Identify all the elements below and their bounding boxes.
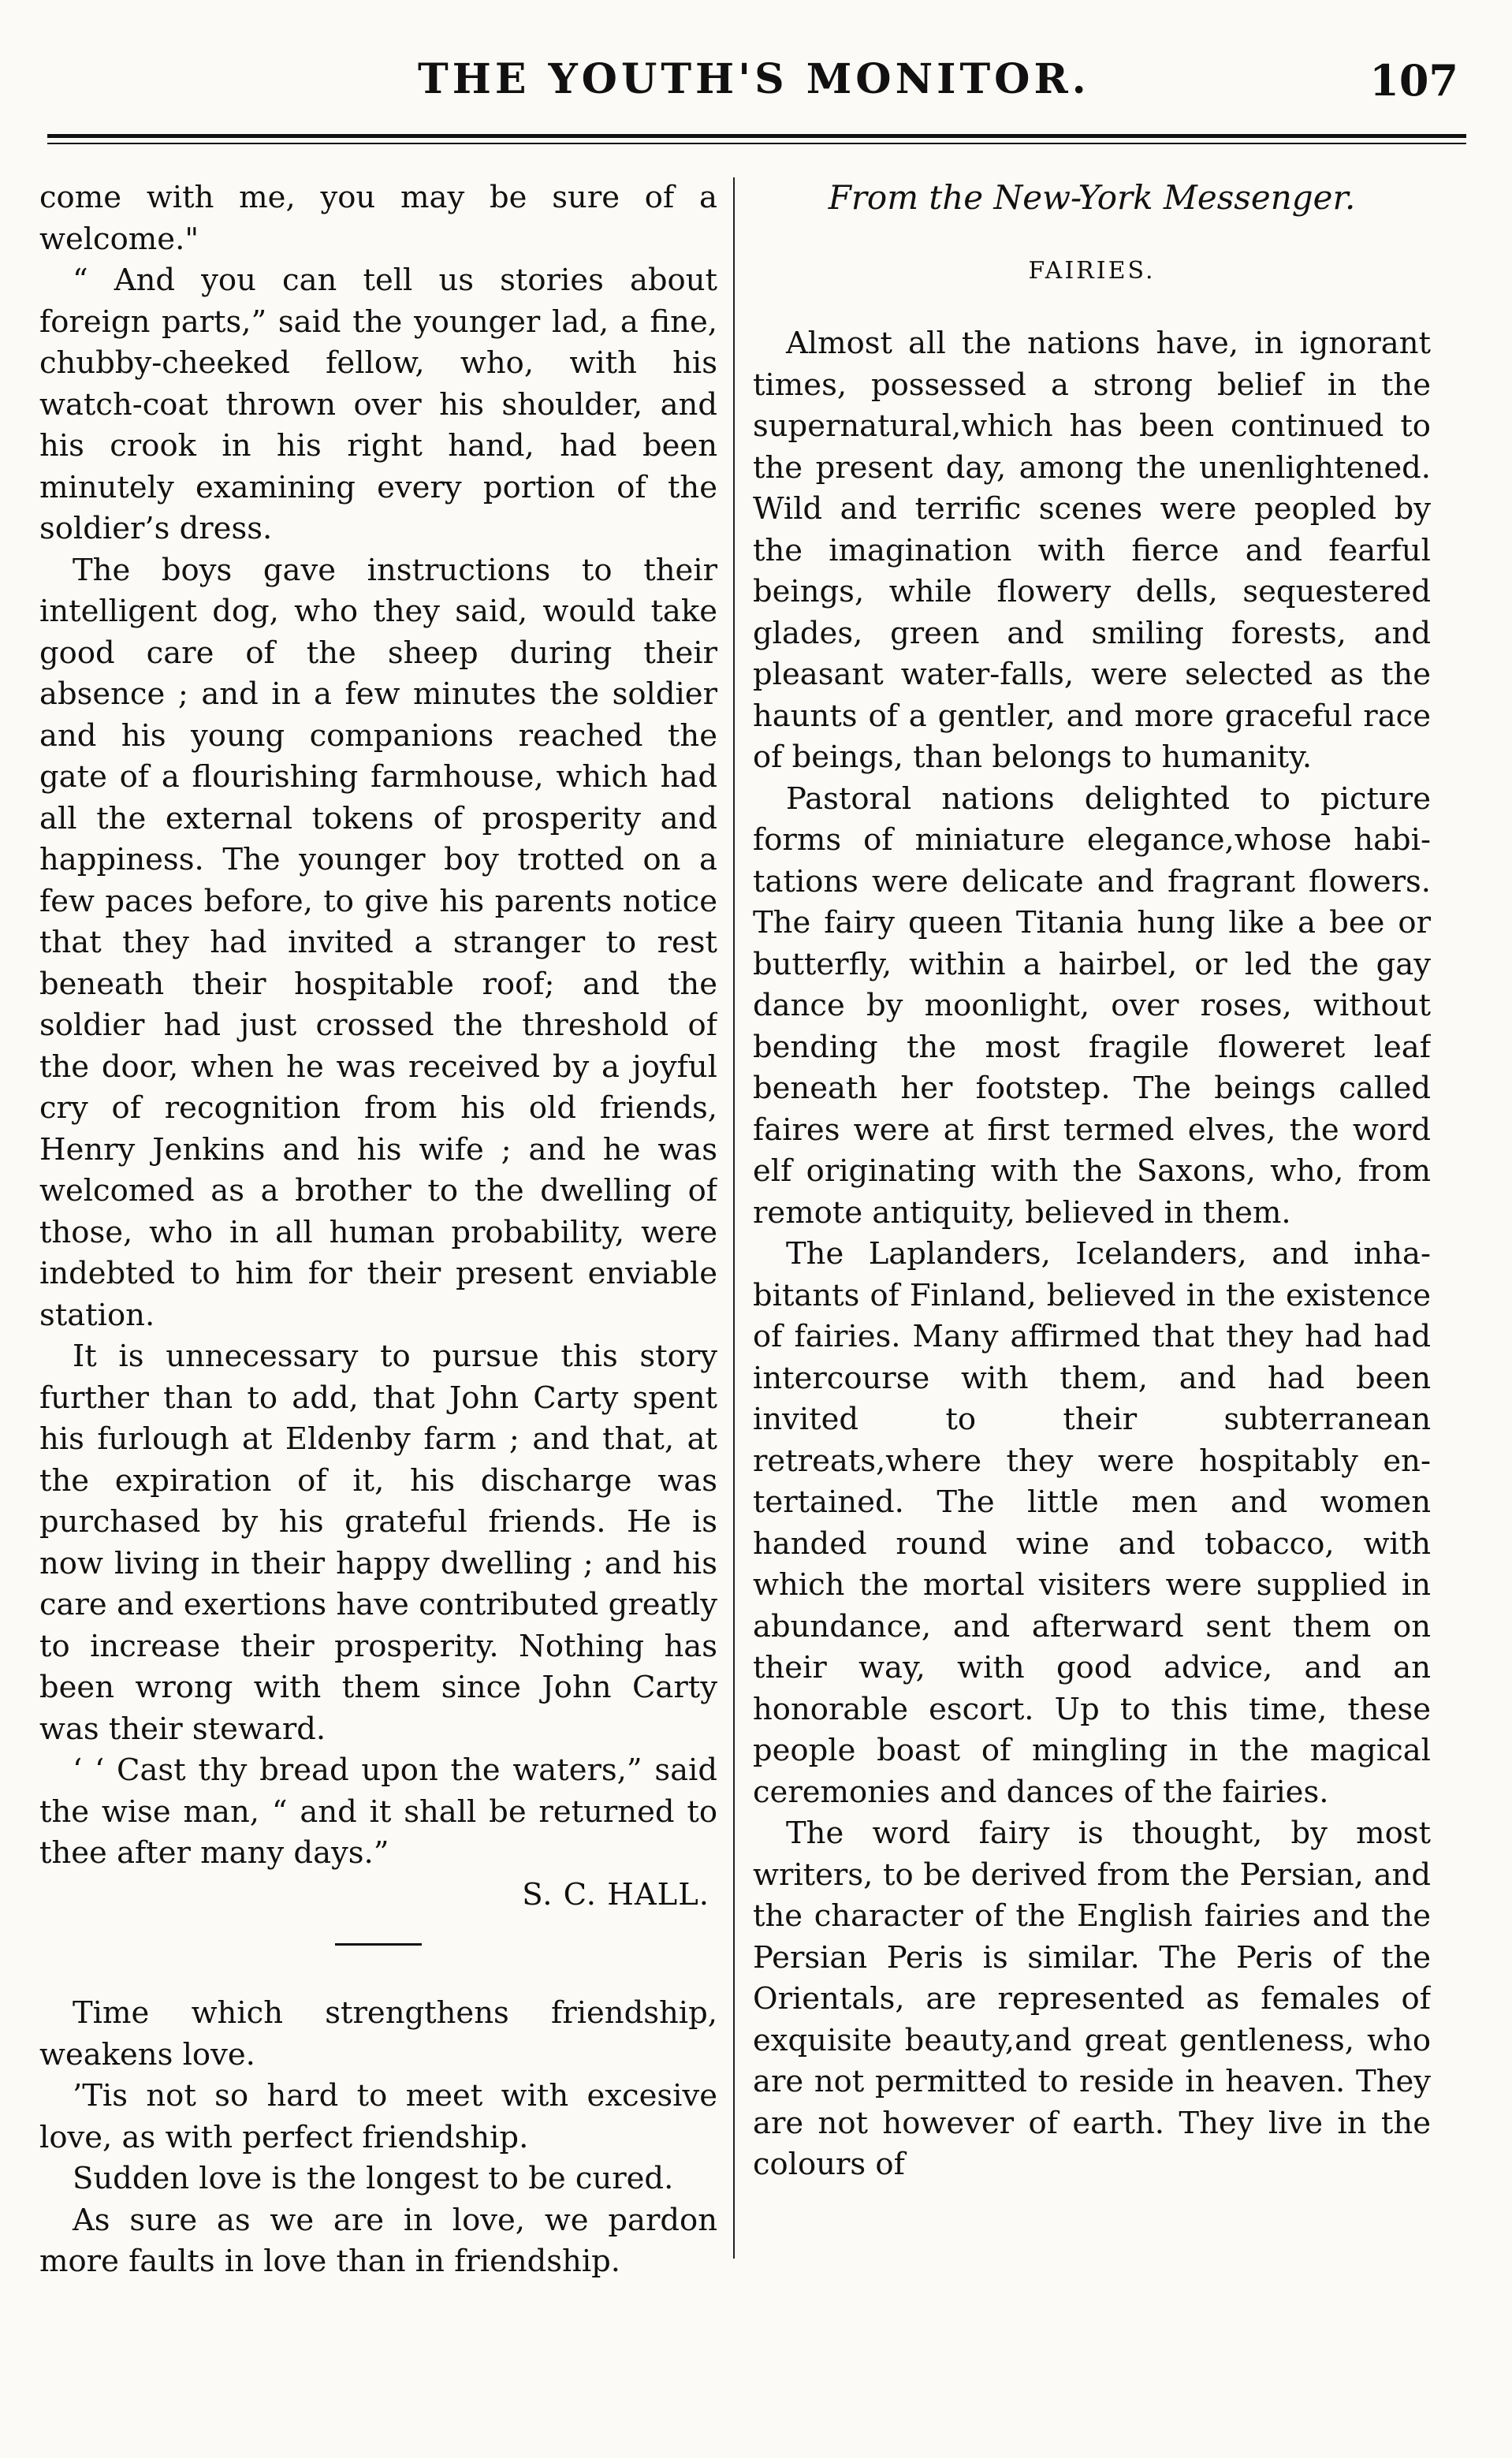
- header-rule-thick: [47, 134, 1466, 138]
- right-paragraph: The Laplanders, Icelanders, and inhabitants of Finland, believed in the existence of fairies. Many affirmed that they had had intercourse with them, and had been invited to their subterranean retreats,where they were hospitably entertained. The little men and women handed round wine and tobacco, with which the mortal visiters were supplied in abundance, and afterward sent them on their way, with good advice, and an honorable escort. Up to this time, these people boast of mingling in the magical ceremonies and dances of the fairies.: [753, 1236, 1431, 1810]
- article-source: From the New-York Messenger.: [828, 178, 1356, 217]
- author-signature: S. C. HALL.: [522, 1876, 709, 1912]
- maxim: ’Tis not so hard to meet with excesive love, as with perfect friendship.: [39, 2078, 717, 2155]
- running-title: THE YOUTH'S MONITOR.: [418, 55, 1090, 103]
- maxim: Sudden love is the longest to be cured.: [73, 2161, 674, 2196]
- page-header: [47, 47, 1466, 134]
- left-paragraph: ‘ ‘ Cast thy bread upon the waters,” said the wise man, “ and it shall be returned to thee after many days.”: [39, 1752, 717, 1871]
- right-paragraph: Almost all the nations have, in ignorant times, possessed a strong belief in the supernatural,which has been continued to the present day, among the unenlightened. Wild and terrific scenes were peopled by the imagination with fierce and fearful beings, while flowery dells, sequestered glades, green and smiling forests, and pleasant water-falls, were selected as the haunts of a gentler, and more graceful race of beings, than belongs to humanity.: [753, 326, 1431, 775]
- right-paragraph: The word fairy is thought, by most writers, to be derived from the Persian, and the character of the English fairies and the Persian Peris is similar. The Peris of the Orientals, are represented as females of exquisite beauty,and great gentleness, who are not permitted to reside in heaven. They are not however of earth. They live in the colours of: [753, 1816, 1431, 2182]
- article-heading: FAIRIES.: [1028, 256, 1156, 285]
- column-divider: [733, 177, 735, 2259]
- left-column: [39, 177, 717, 2306]
- maxim: As sure as we are in love, we pardon more faults in love than in friendship.: [39, 2202, 717, 2279]
- left-paragraph: The boys gave instructions to their intelligent dog, who they said, would take good care of the sheep during their absence ; and in a few minutes the soldier and his young companions reached the gate of a flourishing farmhouse, which had all the external tokens of prosperity and happiness. The younger boy trotted on a few paces before, to give his parents notice that they had invited a stranger to rest beneath their hospitable roof; and the soldier had just crossed the threshold of the door, when he was received by a joyful cry of recognition from his old friends, Henry Jenkins and his wife ; and he was welcomed as a brother to the dwelling of those, who in all human probability, were indebted to him for their present enviable station.: [39, 552, 717, 1333]
- maxim: Time which strengthens friendship, weakens love.: [39, 1995, 717, 2073]
- header-rule-thin: [47, 143, 1466, 144]
- left-paragraph: “ And you can tell us stories about foreign parts,” said the younger lad, a fine, chubby-cheeked fellow, who, with his watch-coat thrown over his shoulder, and his crook in his right hand, had been minutely examining every portion of the soldier’s dress.: [39, 263, 717, 546]
- left-paragraph: It is unnecessary to pursue this story further than to add, that John Carty spent his furlough at Eldenby farm ; and that, at the expiration of it, his discharge was purchased by his grateful friends. He is now living in their happy dwelling ; and his care and exertions have contributed greatly to increase their prosperity. Nothing has been wrong with them since John Carty was their steward.: [39, 1339, 717, 1747]
- page-number: 107: [1369, 55, 1458, 106]
- right-column: [753, 177, 1431, 2306]
- left-paragraph: come with me, you may be sure of a welcome.": [39, 180, 717, 257]
- section-divider-rule: [335, 1943, 422, 1946]
- right-paragraph: Pastoral nations delighted to picture forms of miniature elegance,whose habitations were delicate and fragrant flowers. The fairy queen Titania hung like a bee or butterfly, within a hairbel, or led the gay dance by moonlight, over roses, without bending the most fragile floweret leaf beneath her footstep. The beings called faires were at first termed elves, the word elf originating with the Saxons, who, from remote antiquity, believed in them.: [753, 780, 1431, 1231]
